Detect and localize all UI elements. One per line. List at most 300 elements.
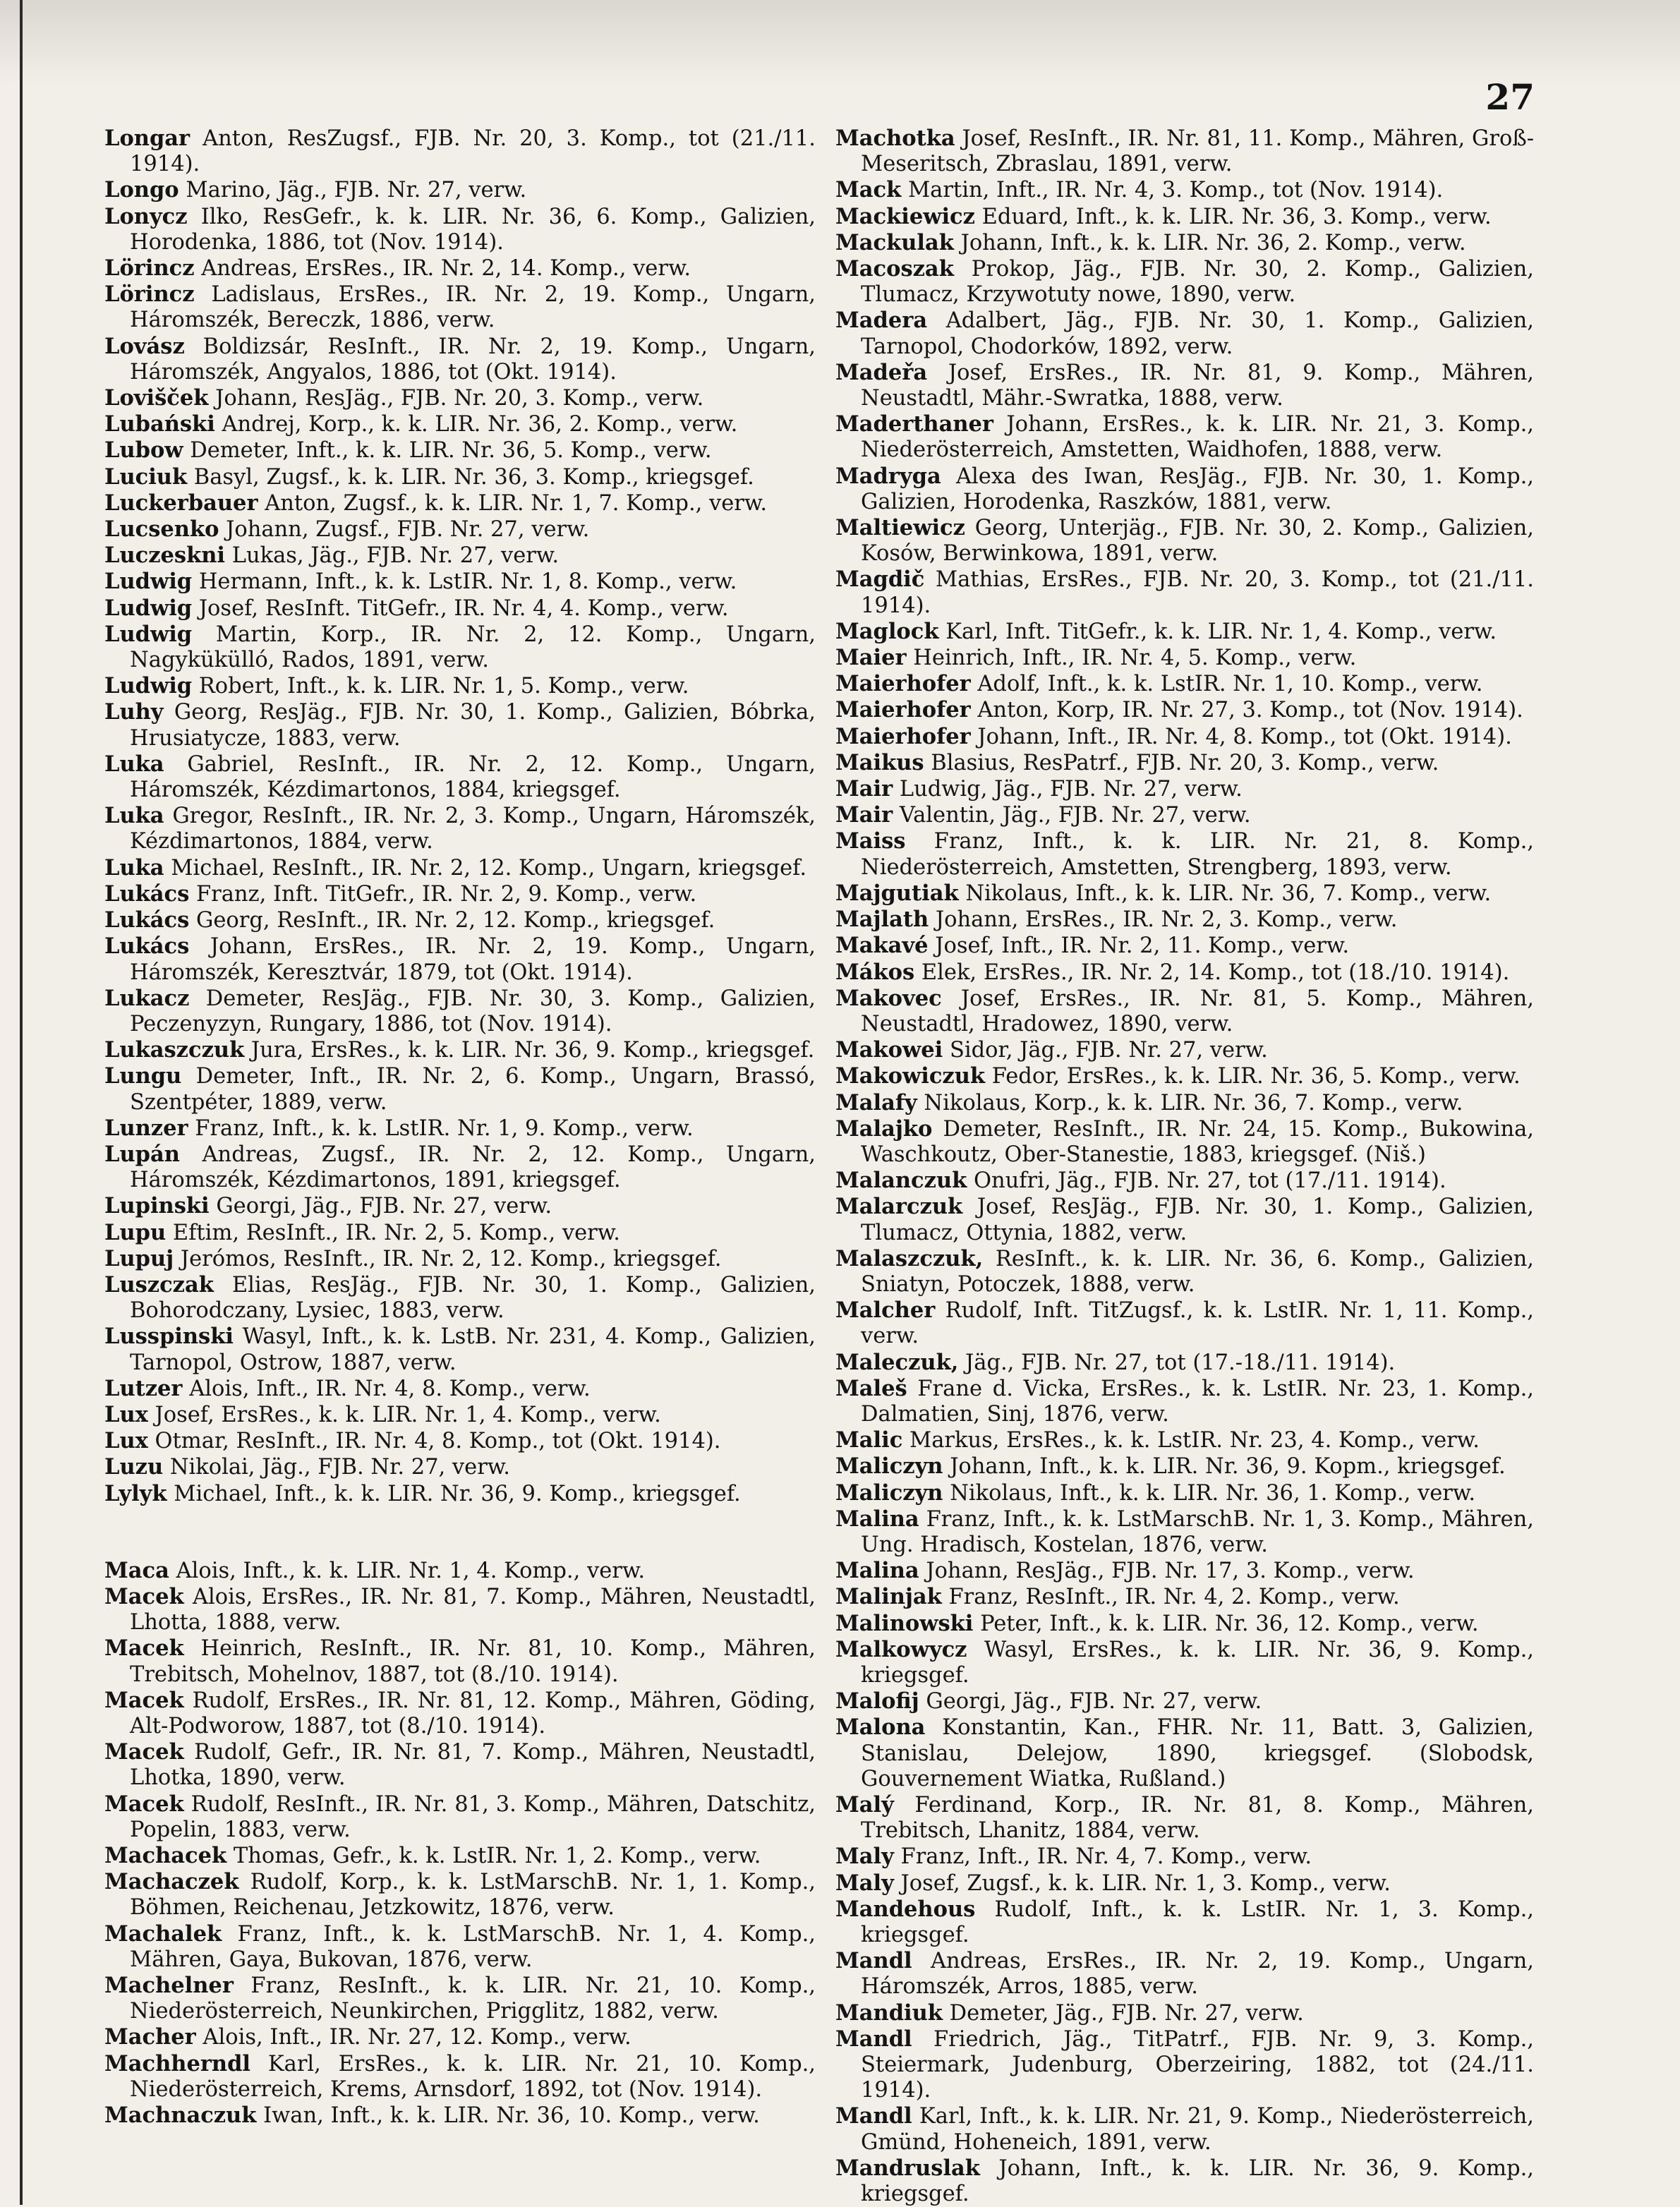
entry-details: Michael, Inft., k. k. LIR. Nr. 36, 9. Komp., kriegsgef. bbox=[174, 1481, 741, 1506]
entry-surname: Makowei bbox=[835, 1037, 943, 1063]
entry-surname: Machaczek bbox=[104, 1869, 239, 1895]
entry-details: Prokop, Jäg., FJB. Nr. 30, 2. Komp., Galizien, Tlumacz, Krzywotuty nowe, 1890, verw. bbox=[861, 257, 1534, 308]
entry-surname: Lubański bbox=[104, 411, 215, 437]
entry-surname: Maca bbox=[104, 1557, 169, 1583]
entry-surname: Machelner bbox=[104, 1973, 234, 1999]
roster-entry bbox=[835, 308, 1534, 359]
entry-surname: Mair bbox=[835, 802, 893, 828]
entry-details: Georg, Unterjäg., FJB. Nr. 30, 2. Komp., Galizien, Kosów, Berwinkowa, 1891, verw. bbox=[861, 516, 1534, 567]
roster-entry bbox=[835, 360, 1534, 411]
roster-entry bbox=[835, 2000, 1534, 2026]
roster-entry bbox=[104, 673, 816, 699]
roster-entry bbox=[104, 1791, 816, 1843]
roster-entry bbox=[104, 385, 816, 411]
entry-surname: Lylyk bbox=[104, 1480, 167, 1506]
entry-details: Hermann, Inft., k. k. LstIR. Nr. 1, 8. Komp., verw. bbox=[198, 569, 737, 595]
entry-details: Franz, Inft., k. k. LstIR. Nr. 1, 9. Komp., verw. bbox=[195, 1115, 694, 1141]
roster-entry bbox=[104, 1063, 816, 1115]
entry-details: Ludwig, Jäg., FJB. Nr. 27, verw. bbox=[899, 777, 1243, 802]
entry-surname: Magdič bbox=[835, 567, 925, 593]
entry-details: Georgi, Jäg., FJB. Nr. 27, verw. bbox=[926, 1689, 1262, 1715]
entry-details: Franz, Inft., k. k. LstMarschB. Nr. 1, 3. Komp., Mähren, Ung. Hradisch, Kostelan, 1876, verw. bbox=[861, 1506, 1534, 1557]
roster-entry bbox=[835, 1037, 1534, 1063]
entry-surname: Lungu bbox=[104, 1063, 182, 1089]
roster-entry bbox=[104, 1635, 816, 1687]
entry-surname: Lupinski bbox=[104, 1193, 210, 1219]
roster-entry bbox=[835, 907, 1534, 933]
entry-details: Franz, Inft., k. k. LstMarschB. Nr. 1, 4. Komp., Mähren, Gaya, Bukovan, 1876, verw. bbox=[130, 1921, 816, 1972]
entry-surname: Longar bbox=[104, 126, 191, 151]
roster-entry bbox=[104, 255, 816, 282]
entry-details: Johann, Inft., k. k. LIR. Nr. 36, 9. Komp., kriegsgef. bbox=[861, 2155, 1534, 2207]
entry-surname: Mandehous bbox=[835, 1896, 976, 1922]
roster-entry bbox=[104, 334, 816, 385]
roster-entry bbox=[104, 282, 816, 333]
entry-surname: Lörincz bbox=[104, 282, 195, 308]
entry-surname: Macher bbox=[104, 2024, 196, 2050]
roster-entry bbox=[104, 1584, 816, 1635]
entry-details: Josef, ErsRes., k. k. LIR. Nr. 1, 4. Komp., verw. bbox=[155, 1402, 661, 1427]
entry-details: Josef, ResJäg., FJB. Nr. 30, 1. Komp., Galizien, Tlumacz, Ottynia, 1882, verw. bbox=[861, 1195, 1534, 1245]
entry-details: Johann, Inft., k. k. LIR. Nr. 36, 2. Komp., verw. bbox=[960, 230, 1466, 255]
roster-entry bbox=[835, 567, 1534, 618]
entry-details: Johann, ErsRes., k. k. LIR. Nr. 21, 3. Komp., Niederösterreich, Amstetten, Waidhofen, 1888, verw. bbox=[861, 412, 1534, 463]
entry-details: Eduard, Inft., k. k. LIR. Nr. 36, 3. Komp., verw. bbox=[981, 204, 1492, 229]
entry-surname: Luczeskni bbox=[104, 543, 225, 569]
entry-details: Lukas, Jäg., FJB. Nr. 27, verw. bbox=[231, 543, 560, 569]
roster-entry bbox=[835, 204, 1534, 230]
roster-entry bbox=[104, 855, 816, 881]
entry-details: Elek, ErsRes., IR. Nr. 2, 14. Komp., tot (18./10. 1914). bbox=[921, 960, 1510, 985]
roster-entry bbox=[835, 986, 1534, 1037]
entry-surname: Lovász bbox=[104, 333, 185, 359]
entry-surname: Lukács bbox=[104, 933, 190, 960]
entry-details: Frane d. Vicka, ErsRes., k. k. LstIR. Nr. 23, 1. Komp., Dalmatien, Sinj, 1876, verw. bbox=[861, 1376, 1534, 1427]
roster-entry bbox=[835, 619, 1534, 645]
entry-details: Rudolf, Inft. TitZugsf., k. k. LstIR. Nr. 1, 11. Komp., verw. bbox=[861, 1298, 1534, 1349]
entry-surname: Malofij bbox=[835, 1688, 919, 1715]
roster-entry bbox=[104, 177, 816, 203]
entry-details: Johann, Inft., k. k. LIR. Nr. 36, 9. Kopm., kriegsgef. bbox=[950, 1454, 1506, 1480]
entry-surname: Malkowycz bbox=[835, 1636, 967, 1662]
entry-details: Gregor, ResInft., IR. Nr. 2, 3. Komp., Ungarn, Háromszék, Kézdimartonos, 1884, verw. bbox=[130, 804, 816, 854]
entry-surname: Malajko bbox=[835, 1115, 933, 1142]
entry-details: Rudolf, Korp., k. k. LstMarschB. Nr. 1, 1. Komp., Böhmen, Reichenau, Jetzkowitz, 1876, verw. bbox=[130, 1870, 816, 1921]
entry-surname: Maierhofer bbox=[835, 671, 971, 697]
entry-surname: Malanczuk bbox=[835, 1168, 967, 1194]
roster-entry bbox=[835, 515, 1534, 567]
entry-details: Nikolaus, Korp., k. k. LIR. Nr. 36, 7. Komp., verw. bbox=[924, 1090, 1463, 1115]
entry-surname: Luka bbox=[104, 854, 164, 881]
roster-entry bbox=[104, 1428, 816, 1454]
entry-surname: Maliczyn bbox=[835, 1480, 943, 1506]
entry-surname: Machacek bbox=[104, 1843, 227, 1868]
entry-details: Nikolaus, Inft., k. k. LIR. Nr. 36, 7. Komp., verw. bbox=[965, 881, 1492, 906]
entry-details: Robert, Inft., k. k. LIR. Nr. 1, 5. Komp., verw. bbox=[198, 674, 689, 699]
entry-details: Franz, Inft. TitGefr., IR. Nr. 2, 9. Komp., verw. bbox=[195, 881, 697, 907]
entry-details: Anton, ResZugsf., FJB. Nr. 20, 3. Komp., tot (21./11. 1914). bbox=[130, 126, 816, 177]
entry-surname: Malic bbox=[835, 1427, 903, 1453]
roster-entry bbox=[104, 1558, 816, 1584]
roster-entry bbox=[835, 464, 1534, 515]
roster-entry bbox=[104, 1220, 816, 1246]
page-number: 27 bbox=[1485, 76, 1535, 118]
roster-entry bbox=[104, 437, 816, 464]
entry-surname: Mack bbox=[835, 177, 902, 203]
entry-surname: Malarczuk bbox=[835, 1194, 963, 1220]
entry-surname: Makavé bbox=[835, 933, 929, 959]
roster-entry bbox=[835, 1298, 1534, 1349]
entry-details: Basyl, Zugsf., k. k. LIR. Nr. 36, 3. Komp., kriegsgef. bbox=[193, 464, 754, 490]
roster-entry bbox=[104, 933, 816, 985]
entry-details: Demeter, ResInft., IR. Nr. 24, 15. Komp., Bukowina, Waschkoutz, Ober-Stanestie, 1883, kriegsgef. (Niš.) bbox=[861, 1116, 1534, 1167]
roster-entry bbox=[835, 411, 1534, 463]
entry-details: Franz, ResInft., k. k. LIR. Nr. 21, 10. Komp., Niederösterreich, Neunkirchen, Prigglitz, 1882, verw. bbox=[130, 1973, 816, 2024]
entry-surname: Macoszak bbox=[835, 256, 954, 282]
entry-details: Alexa des Iwan, ResJäg., FJB. Nr. 30, 1. Komp., Galizien, Horodenka, Raszków, 1881, verw. bbox=[861, 464, 1534, 514]
entry-surname: Malina bbox=[835, 1506, 919, 1532]
roster-entry bbox=[835, 177, 1534, 203]
roster-entry bbox=[835, 1194, 1534, 1245]
roster-entry bbox=[835, 1246, 1534, 1298]
entry-details: Peter, Inft., k. k. LIR. Nr. 36, 12. Komp., verw. bbox=[980, 1611, 1479, 1636]
roster-entry bbox=[835, 697, 1534, 723]
entry-details: Sidor, Jäg., FJB. Nr. 27, verw. bbox=[949, 1038, 1268, 1063]
entry-surname: Lukaszczuk bbox=[104, 1037, 245, 1063]
roster-entry bbox=[104, 1973, 816, 2024]
roster-entry bbox=[835, 2026, 1534, 2104]
entry-surname: Maliczyn bbox=[835, 1453, 943, 1480]
entry-surname: Lukacz bbox=[104, 985, 190, 1011]
roster-entry bbox=[104, 1115, 816, 1142]
roster-entry bbox=[104, 751, 816, 803]
entry-surname: Mandiuk bbox=[835, 2000, 943, 2026]
roster-entry bbox=[835, 1897, 1534, 1948]
entry-surname: Maleczuk, bbox=[835, 1349, 959, 1375]
entry-details: Jäg., FJB. Nr. 27, tot (17.-18./11. 1914). bbox=[965, 1350, 1396, 1375]
entry-details: Adolf, Inft., k. k. LstIR. Nr. 1, 10. Komp., verw. bbox=[977, 672, 1483, 697]
entry-details: Alois, Inft., IR. Nr. 27, 12. Komp., verw. bbox=[203, 2025, 631, 2050]
left-column bbox=[104, 126, 816, 2129]
roster-entry bbox=[835, 881, 1534, 907]
page-top-shading bbox=[0, 0, 1680, 85]
entry-surname: Lupuj bbox=[104, 1245, 174, 1271]
entry-surname: Malinowski bbox=[835, 1610, 974, 1636]
roster-entry bbox=[835, 1063, 1534, 1089]
roster-entry bbox=[104, 1869, 816, 1921]
roster-entry bbox=[835, 1558, 1534, 1584]
entry-details: Gabriel, ResInft., IR. Nr. 2, 12. Komp., Ungarn, Háromszék, Kézdimartonos, 1884, kriegsgef. bbox=[130, 751, 816, 803]
entry-surname: Malafy bbox=[835, 1089, 917, 1115]
entry-surname: Mákos bbox=[835, 959, 915, 985]
roster-entry bbox=[835, 828, 1534, 880]
entry-details: Nikolai, Jäg., FJB. Nr. 27, verw. bbox=[169, 1455, 510, 1480]
entry-details: Josef, ErsRes., IR. Nr. 81, 9. Komp., Mähren, Neustadtl, Mähr.-Swratka, 1888, verw. bbox=[861, 360, 1534, 411]
entry-surname: Madryga bbox=[835, 463, 941, 489]
entry-details: Boldizsár, ResInft., IR. Nr. 2, 19. Komp., Ungarn, Háromszék, Angyalos, 1886, tot (Okt. 1914). bbox=[130, 334, 816, 385]
entry-surname: Lutzer bbox=[104, 1375, 183, 1401]
entry-surname: Lux bbox=[104, 1401, 148, 1427]
entry-details: Rudolf, ErsRes., IR. Nr. 81, 12. Komp., Mähren, Göding, Alt-Podworow, 1887, tot (8./10. 1914). bbox=[130, 1688, 816, 1739]
roster-entry bbox=[104, 516, 816, 543]
roster-entry bbox=[104, 2051, 816, 2103]
entry-details: Heinrich, Inft., IR. Nr. 4, 5. Komp., verw. bbox=[913, 646, 1357, 671]
entry-details: Johann, ErsRes., IR. Nr. 2, 19. Komp., Ungarn, Háromszék, Keresztvár, 1879, tot (Okt. 1914). bbox=[130, 934, 816, 985]
entry-surname: Ludwig bbox=[104, 673, 193, 699]
entry-details: Franz, ResInft., IR. Nr. 4, 2. Komp., verw. bbox=[948, 1585, 1400, 1610]
roster-entry bbox=[835, 1584, 1534, 1610]
entry-details: Josef, ErsRes., IR. Nr. 81, 5. Komp., Mähren, Neustadtl, Hradowez, 1890, verw. bbox=[861, 986, 1534, 1036]
roster-entry bbox=[104, 1454, 816, 1480]
entry-details: Blasius, ResPatrf., FJB. Nr. 20, 3. Komp., verw. bbox=[931, 750, 1439, 775]
entry-details: Iwan, Inft., k. k. LIR. Nr. 36, 10. Komp., verw. bbox=[263, 2103, 760, 2129]
roster-entry bbox=[835, 960, 1534, 986]
entry-surname: Macek bbox=[104, 1739, 184, 1765]
entry-surname: Malina bbox=[835, 1558, 919, 1584]
roster-entry bbox=[104, 464, 816, 490]
roster-entry bbox=[104, 1688, 816, 1739]
entry-surname: Maiss bbox=[835, 828, 906, 854]
roster-entry bbox=[104, 2024, 816, 2050]
roster-entry bbox=[835, 645, 1534, 671]
entry-surname: Lörincz bbox=[104, 255, 195, 282]
entry-details: Konstantin, Kan., FHR. Nr. 11, Batt. 3, Galizien, Stanislau, Delejow, 1890, kriegsgef. (Slobodsk, Gouvernement Wiatka, Rußland.) bbox=[861, 1715, 1534, 1791]
roster-entry bbox=[104, 1402, 816, 1428]
roster-entry bbox=[835, 1427, 1534, 1453]
entry-details: Georg, ResJäg., FJB. Nr. 30, 1. Komp., Galizien, Bóbrka, Hrusiatycze, 1883, verw. bbox=[130, 700, 816, 751]
roster-entry bbox=[835, 671, 1534, 697]
entry-details: Andrej, Korp., k. k. LIR. Nr. 36, 2. Komp., verw. bbox=[222, 412, 738, 437]
roster-entry bbox=[835, 1116, 1534, 1168]
roster-entry bbox=[104, 699, 816, 751]
entry-surname: Mandl bbox=[835, 2026, 912, 2052]
entry-surname: Malcher bbox=[835, 1298, 936, 1324]
entry-surname: Luciuk bbox=[104, 464, 188, 490]
entry-surname: Lupu bbox=[104, 1219, 167, 1245]
entry-details: Adalbert, Jäg., FJB. Nr. 30, 1. Komp., Galizien, Tarnopol, Chodorków, 1892, verw. bbox=[861, 308, 1534, 359]
entry-details: Demeter, Inft., k. k. LIR. Nr. 36, 5. Komp., verw. bbox=[190, 438, 712, 464]
entry-surname: Longo bbox=[104, 177, 179, 203]
roster-entry bbox=[835, 1688, 1534, 1715]
entry-details: Markus, ErsRes., k. k. LstIR. Nr. 23, 4. Komp., verw. bbox=[909, 1428, 1480, 1453]
entry-details: Andreas, Zugsf., IR. Nr. 2, 12. Komp., Ungarn, Háromszék, Kézdimartonos, 1891, kriegsgef. bbox=[130, 1142, 816, 1193]
entry-surname: Luzu bbox=[104, 1454, 164, 1480]
entry-surname: Lukács bbox=[104, 907, 190, 933]
roster-entry bbox=[104, 595, 816, 622]
entry-surname: Malona bbox=[835, 1715, 926, 1741]
roster-entry bbox=[104, 1481, 816, 1507]
entry-surname: Lux bbox=[104, 1428, 148, 1454]
entry-surname: Lukács bbox=[104, 881, 190, 907]
entry-surname: Ludwig bbox=[104, 621, 193, 647]
entry-details: Mathias, ErsRes., FJB. Nr. 20, 3. Komp., tot (21./11. 1914). bbox=[861, 567, 1534, 618]
roster-entry bbox=[835, 933, 1534, 959]
roster-entry bbox=[104, 1739, 816, 1791]
entry-surname: Mackulak bbox=[835, 229, 954, 255]
entry-details: Anton, Zugsf., k. k. LIR. Nr. 1, 7. Komp., verw. bbox=[265, 490, 768, 516]
entry-surname: Luka bbox=[104, 751, 164, 777]
entry-details: Rudolf, Inft., k. k. LstIR. Nr. 1, 3. Komp., kriegsgef. bbox=[861, 1897, 1534, 1948]
entry-details: Eftim, ResInft., IR. Nr. 2, 5. Komp., verw. bbox=[172, 1220, 620, 1245]
entry-details: Anton, Korp, IR. Nr. 27, 3. Komp., tot (Nov. 1914). bbox=[977, 698, 1523, 723]
entry-surname: Maderthaner bbox=[835, 411, 993, 437]
entry-details: Josef, ResInft., IR. Nr. 81, 11. Komp., Mähren, Groß-Meseritsch, Zbraslau, 1891, verw. bbox=[861, 126, 1534, 177]
entry-surname: Machotka bbox=[835, 126, 955, 151]
roster-entry bbox=[835, 802, 1534, 828]
entry-surname: Lucsenko bbox=[104, 516, 219, 543]
entry-details: Thomas, Gefr., k. k. LstIR. Nr. 1, 2. Komp., verw. bbox=[233, 1844, 761, 1868]
roster-entry bbox=[104, 907, 816, 933]
entry-surname: Lovišček bbox=[104, 385, 209, 411]
roster-entry bbox=[835, 750, 1534, 776]
entry-details: ResInft., k. k. LIR. Nr. 36, 6. Komp., Galizien, Sniatyn, Potoczek, 1888, verw. bbox=[861, 1246, 1534, 1297]
entry-surname: Luckerbauer bbox=[104, 490, 258, 516]
entry-details: Johann, ErsRes., IR. Nr. 2, 3. Komp., verw. bbox=[935, 907, 1398, 933]
roster-entry bbox=[104, 1843, 816, 1869]
entry-details: Rudolf, ResInft., IR. Nr. 81, 3. Komp., Mähren, Datschitz, Popelin, 1883, verw. bbox=[130, 1791, 816, 1842]
entry-surname: Makovec bbox=[835, 985, 942, 1011]
entry-surname: Lonycz bbox=[104, 203, 188, 229]
roster-entry bbox=[104, 1324, 816, 1375]
entry-surname: Lunzer bbox=[104, 1115, 188, 1141]
page-left-edge bbox=[20, 0, 23, 2205]
entry-surname: Maly bbox=[835, 1870, 894, 1896]
roster-entry bbox=[104, 881, 816, 907]
roster-entry bbox=[835, 1506, 1534, 1558]
roster-entry bbox=[835, 1376, 1534, 1427]
entry-surname: Maleš bbox=[835, 1375, 907, 1401]
roster-entry bbox=[835, 1844, 1534, 1870]
entry-details: Martin, Korp., IR. Nr. 2, 12. Komp., Ungarn, Nagykükülló, Rados, 1891, verw. bbox=[130, 622, 816, 673]
entry-details: Demeter, Inft., IR. Nr. 2, 6. Komp., Ungarn, Brassó, Szentpéter, 1889, verw. bbox=[130, 1064, 816, 1115]
roster-entry bbox=[835, 126, 1534, 177]
entry-surname: Ludwig bbox=[104, 595, 193, 621]
entry-details: Demeter, ResJäg., FJB. Nr. 30, 3. Komp., Galizien, Peczenyzyn, Rungary, 1886, tot (Nov. 1914). bbox=[130, 986, 816, 1036]
entry-details: Ilko, ResGefr., k. k. LIR. Nr. 36, 6. Komp., Galizien, Horodenka, 1886, tot (Nov. 1914). bbox=[130, 204, 816, 255]
entry-details: Friedrich, Jäg., TitPatrf., FJB. Nr. 9, 3. Komp., Steiermark, Judenburg, Oberzeiring, 1882, tot (24./11. 1914). bbox=[861, 2026, 1534, 2103]
entry-surname: Maierhofer bbox=[835, 723, 971, 749]
roster-entry bbox=[104, 126, 816, 177]
entry-details: Karl, Inft., k. k. LIR. Nr. 21, 9. Komp., Niederösterreich, Gmünd, Hoheneich, 1891, verw. bbox=[861, 2104, 1534, 2155]
entry-details: Marino, Jäg., FJB. Nr. 27, verw. bbox=[186, 178, 527, 203]
roster-entry bbox=[104, 986, 816, 1037]
entry-surname: Ludwig bbox=[104, 569, 193, 595]
entry-surname: Maierhofer bbox=[835, 697, 971, 723]
entry-surname: Makowiczuk bbox=[835, 1063, 986, 1089]
roster-entry bbox=[835, 1480, 1534, 1506]
entry-surname: Majlath bbox=[835, 907, 929, 933]
entry-surname: Macek bbox=[104, 1583, 184, 1609]
roster-entry bbox=[104, 569, 816, 595]
entry-details: Georgi, Jäg., FJB. Nr. 27, verw. bbox=[216, 1194, 552, 1219]
entry-surname: Madeřa bbox=[835, 359, 928, 385]
entry-surname: Malinjak bbox=[835, 1584, 942, 1610]
entry-details: Ferdinand, Korp., IR. Nr. 81, 8. Komp., Mähren, Trebitsch, Lhanitz, 1884, verw. bbox=[861, 1793, 1534, 1844]
entry-surname: Luhy bbox=[104, 699, 164, 725]
entry-details: Johann, ResJäg., FJB. Nr. 17, 3. Komp., verw. bbox=[926, 1559, 1415, 1584]
roster-entry bbox=[835, 1350, 1534, 1376]
roster-entry bbox=[835, 776, 1534, 802]
entry-surname: Mandl bbox=[835, 1948, 912, 1974]
roster-entry bbox=[835, 256, 1534, 308]
entry-surname: Malý bbox=[835, 1792, 894, 1818]
entry-details: Andreas, ErsRes., IR. Nr. 2, 19. Komp., Ungarn, Háromszék, Arros, 1885, verw. bbox=[861, 1949, 1534, 2000]
roster-entry bbox=[104, 1272, 816, 1324]
entry-details: Martin, Inft., IR. Nr. 4, 3. Komp., tot (Nov. 1914). bbox=[907, 178, 1444, 203]
entry-details: Onufri, Jäg., FJB. Nr. 27, tot (17./11. 1914). bbox=[973, 1168, 1446, 1194]
entry-details: Alois, Inft., k. k. LIR. Nr. 1, 4. Komp., verw. bbox=[176, 1558, 646, 1583]
entry-details: Jura, ErsRes., k. k. LIR. Nr. 36, 9. Komp., kriegsgef. bbox=[250, 1038, 815, 1063]
entry-details: Alois, ErsRes., IR. Nr. 81, 7. Komp., Mähren, Neustadtl, Lhotta, 1888, verw. bbox=[130, 1584, 816, 1635]
entry-details: Heinrich, ResInft., IR. Nr. 81, 10. Komp., Mähren, Trebitsch, Mohelnov, 1887, tot (8./10. 1914). bbox=[130, 1636, 816, 1687]
roster-entry bbox=[104, 490, 816, 516]
entry-details: Wasyl, ErsRes., k. k. LIR. Nr. 36, 9. Komp., kriegsgef. bbox=[861, 1637, 1534, 1688]
entry-details: Franz, Inft., IR. Nr. 4, 7. Komp., verw. bbox=[900, 1844, 1312, 1870]
entry-surname: Lubow bbox=[104, 437, 183, 464]
roster-entry bbox=[835, 1870, 1534, 1897]
entry-surname: Maglock bbox=[835, 618, 939, 644]
entry-details: Jerómos, ResInft., IR. Nr. 2, 12. Komp., kriegsgef. bbox=[180, 1246, 722, 1271]
entry-surname: Majgutiak bbox=[835, 880, 959, 906]
entry-surname: Mair bbox=[835, 776, 893, 802]
roster-entry bbox=[104, 622, 816, 673]
entry-surname: Madera bbox=[835, 308, 928, 334]
entry-details: Elias, ResJäg., FJB. Nr. 30, 1. Komp., Galizien, Bohorodczany, Lysiec, 1883, verw. bbox=[130, 1272, 816, 1324]
entry-details: Andreas, ErsRes., IR. Nr. 2, 14. Komp., verw. bbox=[201, 256, 691, 282]
entry-surname: Maltiewicz bbox=[835, 515, 965, 541]
entry-surname: Macek bbox=[104, 1635, 184, 1662]
entry-details: Otmar, ResInft., IR. Nr. 4, 8. Komp., tot (Okt. 1914). bbox=[155, 1429, 721, 1454]
entry-details: Fedor, ErsRes., k. k. LIR. Nr. 36, 5. Komp., verw. bbox=[991, 1064, 1521, 1089]
entry-surname: Maly bbox=[835, 1844, 894, 1870]
roster-entry bbox=[104, 1193, 816, 1219]
entry-details: Valentin, Jäg., FJB. Nr. 27, verw. bbox=[899, 803, 1251, 828]
roster-entry bbox=[104, 1246, 816, 1272]
entry-details: Karl, Inft. TitGefr., k. k. LIR. Nr. 1, 4. Komp., verw. bbox=[945, 619, 1497, 644]
entry-surname: Lusspinski bbox=[104, 1324, 234, 1350]
entry-surname: Macek bbox=[104, 1791, 184, 1817]
entry-surname: Lupán bbox=[104, 1141, 180, 1167]
entry-surname: Machherndl bbox=[104, 2050, 251, 2076]
roster-entry bbox=[104, 204, 816, 255]
entry-details: Karl, ErsRes., k. k. LIR. Nr. 21, 10. Komp., Niederösterreich, Krems, Arnsdorf, 1892, tot (Nov. 1914). bbox=[130, 2051, 816, 2102]
entry-surname: Maikus bbox=[835, 749, 924, 775]
roster-entry bbox=[835, 724, 1534, 750]
roster-entry bbox=[835, 1948, 1534, 2000]
roster-entry bbox=[835, 2103, 1534, 2155]
roster-entry bbox=[104, 1376, 816, 1402]
roster-entry bbox=[835, 230, 1534, 256]
entry-details: Wasyl, Inft., k. k. LstB. Nr. 231, 4. Komp., Galizien, Tarnopol, Ostrow, 1887, verw. bbox=[130, 1324, 816, 1375]
right-column bbox=[835, 126, 1534, 2207]
entry-details: Josef, Zugsf., k. k. LIR. Nr. 1, 3. Komp., verw. bbox=[900, 1870, 1391, 1896]
entry-details: Nikolaus, Inft., k. k. LIR. Nr. 36, 1. Komp., verw. bbox=[950, 1480, 1476, 1506]
entry-details: Johann, ResJäg., FJB. Nr. 20, 3. Komp., verw. bbox=[215, 386, 704, 411]
entry-details: Rudolf, Gefr., IR. Nr. 81, 7. Komp., Mähren, Neustadtl, Lhotka, 1890, verw. bbox=[130, 1740, 816, 1791]
entry-details: Franz, Inft., k. k. LIR. Nr. 21, 8. Komp., Niederösterreich, Amstetten, Strengberg, 1893, verw. bbox=[861, 829, 1535, 880]
roster-entry bbox=[104, 411, 816, 437]
entry-surname: Malaszczuk, bbox=[835, 1245, 984, 1271]
entry-details: Johann, Zugsf., FJB. Nr. 27, verw. bbox=[226, 517, 590, 543]
entry-surname: Machalek bbox=[104, 1921, 222, 1947]
entry-details: Josef, Inft., IR. Nr. 2, 11. Komp., verw. bbox=[935, 933, 1350, 959]
entry-surname: Maier bbox=[835, 645, 907, 671]
roster-entry bbox=[104, 2103, 816, 2129]
entry-details: Michael, ResInft., IR. Nr. 2, 12. Komp., Ungarn, kriegsgef. bbox=[171, 855, 807, 881]
roster-entry bbox=[835, 1168, 1534, 1194]
roster-entry bbox=[835, 1453, 1534, 1480]
roster-entry bbox=[104, 1037, 816, 1063]
